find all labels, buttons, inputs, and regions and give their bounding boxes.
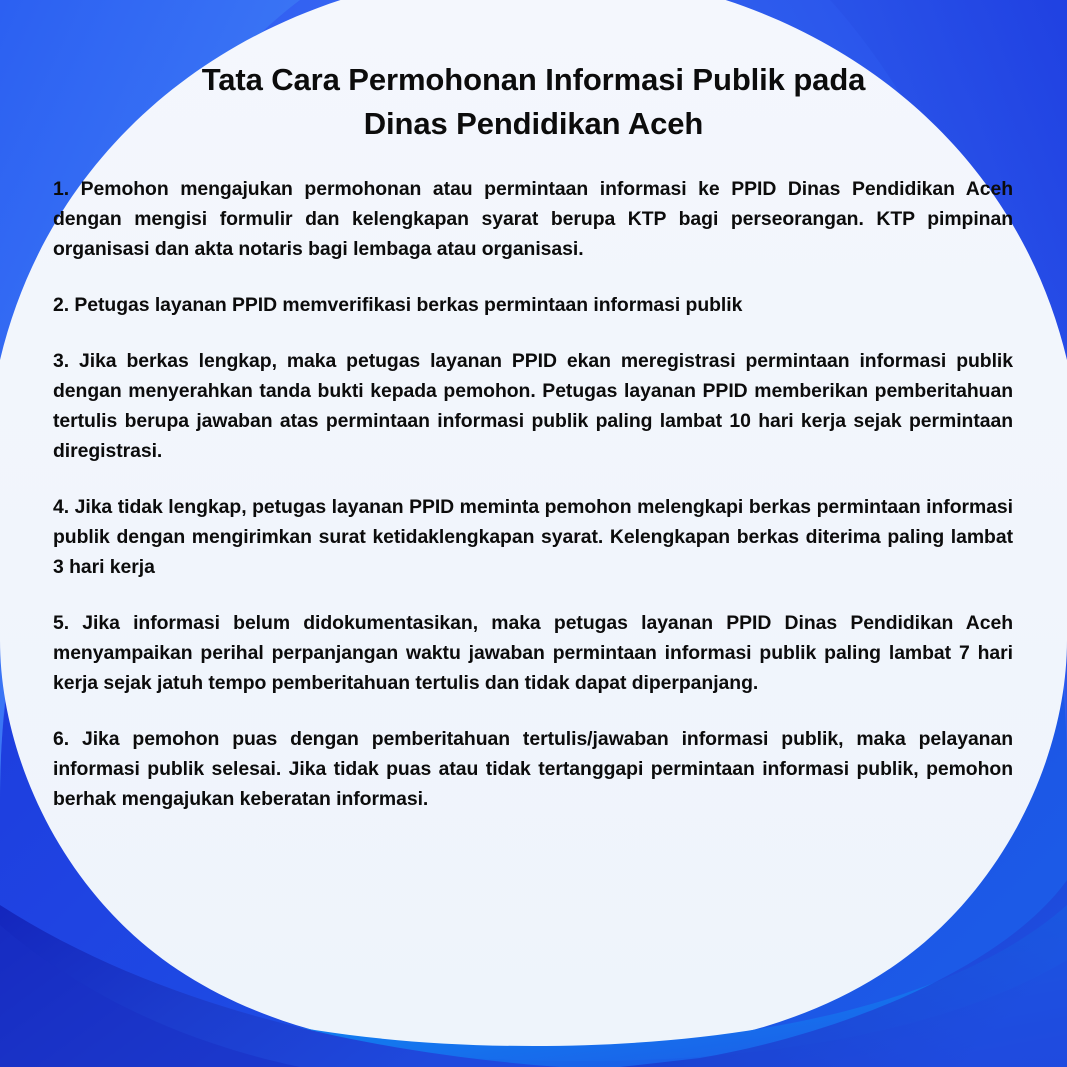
step-item-4: 4. Jika tidak lengkap, petugas layanan PPID meminta pemohon melengkapi berkas permintaan informasi publik dengan mengirimkan surat ketidaklengkapan syarat. Kelengkapan berkas diterima paling lambat 3 hari kerja (53, 495, 1013, 578)
step-item-1: 1. Pemohon mengajukan permohonan atau permintaan informasi ke PPID Dinas Pendidikan Aceh dengan mengisi formulir dan kelengkapan syarat berupa KTP bagi perseorangan. KTP pimpinan organisasi dan akta notaris bagi lembaga atau organisasi. (53, 178, 1013, 260)
page-title-line-2: Dinas Pendidikan Aceh (363, 106, 704, 142)
step-item-6: 6. Jika pemohon puas dengan pemberitahuan tertulis/jawaban informasi publik, maka pelayanan informasi publik selesai. Jika tidak puas atau tidak tertanggapi permintaan informasi publik, pemohon berhak mengajukan keberatan informasi. (53, 727, 1013, 810)
page-title (120, 58, 947, 146)
step-item-3: 3. Jika berkas lengkap, maka petugas layanan PPID ekan meregistrasi permintaan informasi publik dengan menyerahkan tanda bukti kepada pemohon. Petugas layanan PPID memberikan pemberitahuan tertulis berupa jawaban atas permintaan informasi publik paling lambat 10 hari kerja sejak permintaan diregistrasi. (53, 349, 1013, 462)
step-item-5: 5. Jika informasi belum didokumentasikan, maka petugas layanan PPID Dinas Pendidikan Aceh menyampaikan perihal perpanjangan waktu jawaban permintaan informasi publik paling lambat 7 hari kerja sejak jatuh tempo pemberitahuan tertulis dan tidak dapat diperpanjang. (53, 611, 1013, 694)
step-item-2: 2. Petugas layanan PPID memverifikasi berkas permintaan informasi publik (53, 293, 743, 316)
procedure-steps-list (53, 175, 1013, 814)
page-title-line-1: Tata Cara Permohonan Informasi Publik pada (201, 62, 866, 97)
